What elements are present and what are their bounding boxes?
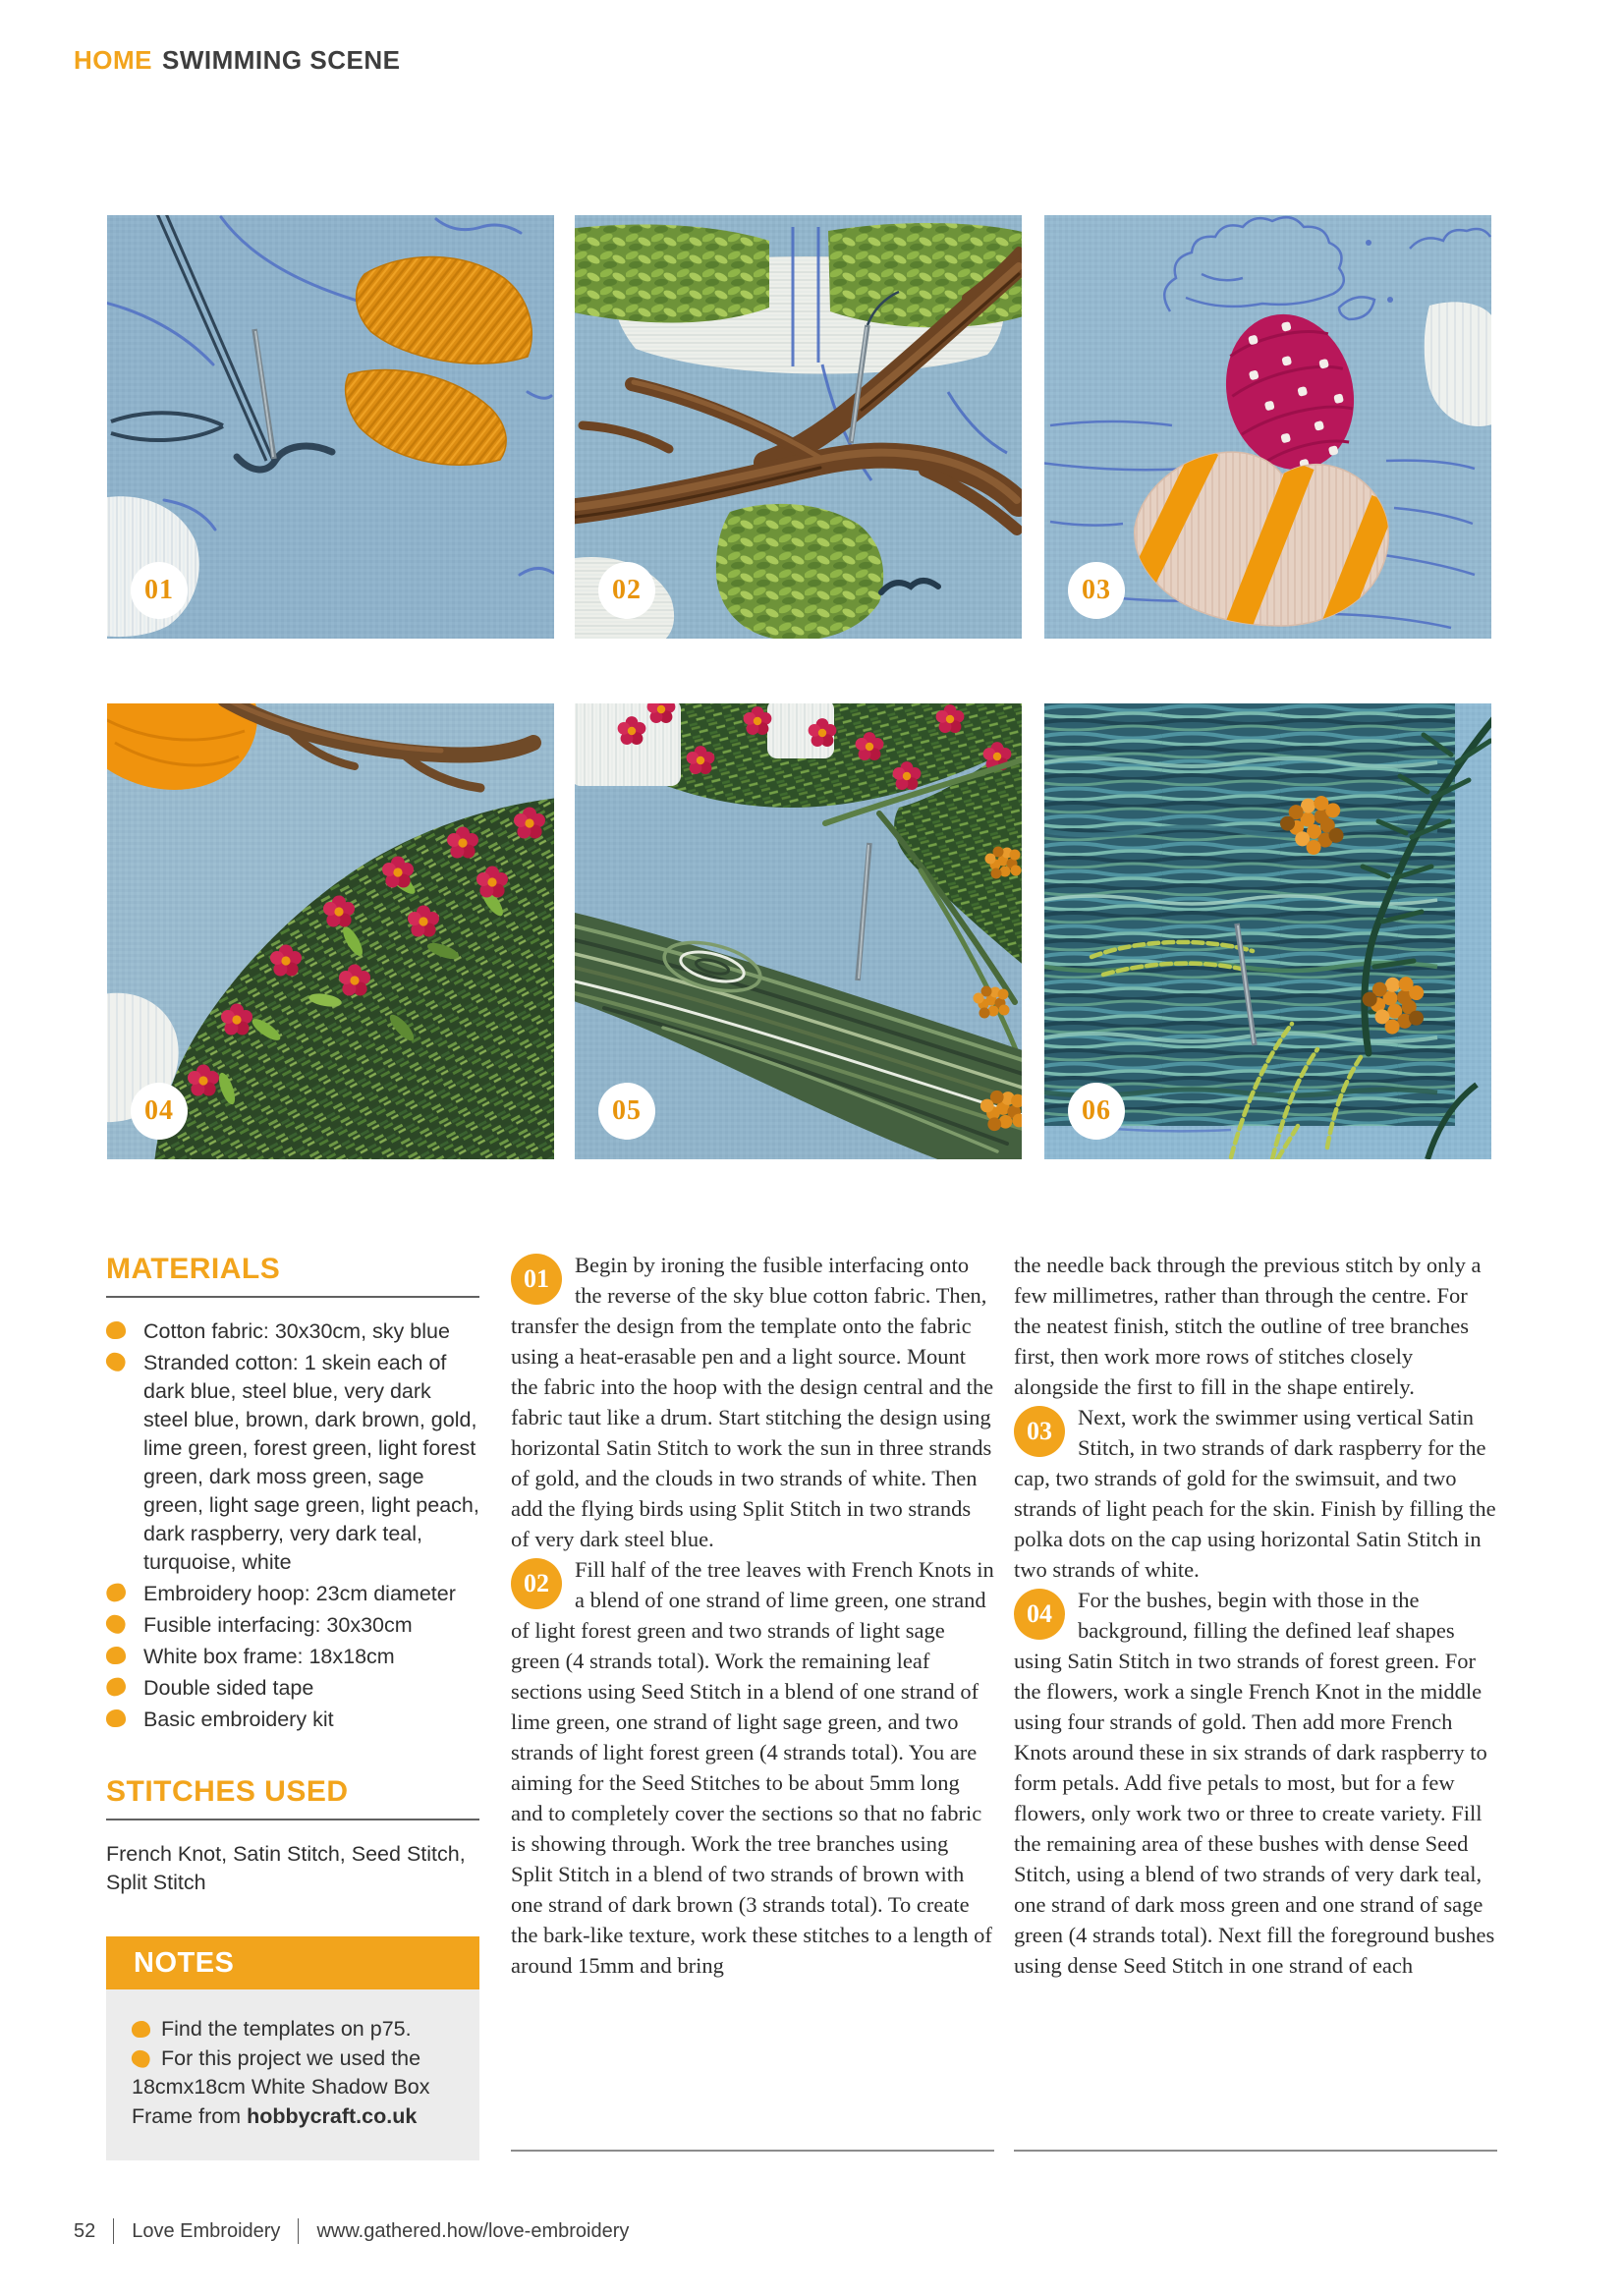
bullet-icon	[106, 1321, 126, 1339]
magazine-name: Love Embroidery	[132, 2219, 281, 2242]
notes-box	[106, 1936, 479, 2160]
photo-number-badge: 02	[598, 562, 655, 619]
bullet-icon	[103, 1349, 130, 1375]
bullet-icon	[103, 1611, 130, 1638]
note-item: Find the templates on p75.	[132, 2015, 456, 2044]
step-02-continued: the needle back through the previous stitch by only a few millimetres, rather than through the centre. For the neatest finish, stitch the outline of tree branches first, then work more rows of stitches closely alongside the first to fill in the shape entirely.	[1014, 1253, 1482, 1399]
material-item: Stranded cotton: 1 skein each of dark blue, steel blue, very dark steel blue, brown, dark brown, gold, lime green, forest green, light forest green, dark moss green, sage green, light sage green, light peach, dark raspberry, very dark teal, turquoise, white	[106, 1349, 479, 1577]
step-01: 01 Begin by ironing the fusible interfacing onto the reverse of the sky blue cotton fabric. Then, transfer the design from the template onto the fabric using a heat-erasable pen and a light source. Mount the fabric into the hoop with the design central and the fabric taut like a drum. Start stitching the design using horizontal Satin Stitch to work the sun in three strands of gold, and the clouds in two strands of white. Then add the flying birds using Split Stitch in two strands of very dark steel blue.	[511, 1253, 994, 1551]
step-02: 02 Fill half of the tree leaves with French Knots in a blend of one strand of lime green, one strand of light forest green and two strands of light sage green (4 strands total). Work the remaining leaf sections using Seed Stitch in a blend of one strand of lime green, one strand of light sage green, and two strands of light forest green (4 strands total). You are aiming for the Seed Stitches to be about 5mm long and to completely cover the sections so that no fabric is showing through. Work the tree branches using Split Stitch in a blend of two strands of brown with one strand of dark brown (3 strands total). To create the bark-like texture, work these stitches to a length of around 15mm and bring	[511, 1557, 994, 1978]
stitches-section	[106, 1775, 479, 1897]
page-title: SWIMMING SCENE	[162, 45, 401, 75]
material-item: Double sided tape	[106, 1674, 479, 1703]
step-photo-03	[1044, 215, 1491, 639]
materials-list	[106, 1317, 479, 1734]
step-number-badge: 04	[1014, 1589, 1065, 1640]
page-footer	[74, 2218, 629, 2244]
column-divider	[1014, 2150, 1497, 2152]
magazine-url: www.gathered.how/love-embroidery	[316, 2219, 630, 2242]
divider	[106, 1296, 479, 1298]
bullet-icon	[132, 2021, 150, 2038]
photo-number-badge: 05	[598, 1083, 655, 1140]
photo-number-badge: 01	[131, 562, 188, 619]
bullet-icon	[103, 1674, 129, 1700]
bullet-icon	[103, 1580, 129, 1605]
hobbycraft-link: hobbycraft.co.uk	[247, 2103, 418, 2128]
divider	[106, 1819, 479, 1820]
instructions-column-1	[511, 1250, 994, 1981]
bullet-icon	[129, 2046, 153, 2071]
photo-number-badge: 06	[1068, 1083, 1125, 1140]
column-divider	[511, 2150, 994, 2152]
note-item: For this project we used the 18cmx18cm White Shadow Box Frame from hobbycraft.co.uk	[132, 2044, 456, 2132]
step-photo-02	[575, 215, 1022, 639]
photo-number-badge: 03	[1068, 562, 1125, 619]
material-item: White box frame: 18x18cm	[106, 1643, 479, 1671]
step-number-badge: 03	[1014, 1406, 1065, 1457]
step-photo-05	[575, 703, 1022, 1159]
material-item: Cotton fabric: 30x30cm, sky blue	[106, 1317, 479, 1346]
divider	[298, 2218, 299, 2244]
photo-number-badge: 04	[131, 1083, 188, 1140]
material-item: Basic embroidery kit	[106, 1706, 479, 1734]
step-number-badge: 02	[511, 1558, 562, 1609]
notes-body	[106, 1989, 479, 2160]
step-04: 04 For the bushes, begin with those in the background, filling the defined leaf shapes using Satin Stitch in two strands of forest green. For the flowers, work a single French Knot in the middle using four strands of gold. Then add more French Knots around these in six strands of dark raspberry to form petals. Add five petals to most, but for a few flowers, only work two or three to create variety. Fill the remaining area of these bushes with dense Seed Stitch, using a blend of two strands of very dark teal, one strand of dark moss green and one strand of sage green (4 strands total). Next fill the foreground bushes using dense Seed Stitch in one strand of each	[1014, 1588, 1495, 1978]
step-photo-01	[107, 215, 554, 639]
step-03: 03 Next, work the swimmer using vertical Satin Stitch, in two strands of dark raspberry for the cap, two strands of gold for the swimsuit, and two strands of light peach for the skin. Finish by filling the polka dots on the cap using horizontal Satin Stitch in two strands of white.	[1014, 1405, 1496, 1582]
page-number: 52	[74, 2219, 96, 2242]
step-photo-04	[107, 703, 554, 1159]
section-label: HOME	[74, 45, 152, 75]
bullet-icon	[106, 1709, 126, 1727]
divider	[113, 2218, 114, 2244]
material-item: Fusible interfacing: 30x30cm	[106, 1611, 479, 1640]
notes-header: NOTES	[106, 1936, 479, 1989]
instructions-column-2	[1014, 1250, 1497, 1981]
step-number-badge: 01	[511, 1254, 562, 1305]
page-header	[74, 45, 400, 76]
material-item: Embroidery hoop: 23cm diameter	[106, 1580, 479, 1608]
materials-heading: MATERIALS	[106, 1253, 281, 1285]
stitches-heading: STITCHES USED	[106, 1775, 349, 1808]
stitches-list: French Knot, Satin Stitch, Seed Stitch, Split Stitch	[106, 1842, 466, 1894]
bullet-icon	[106, 1647, 126, 1664]
sidebar	[106, 1253, 479, 2160]
step-photo-06	[1044, 703, 1491, 1159]
